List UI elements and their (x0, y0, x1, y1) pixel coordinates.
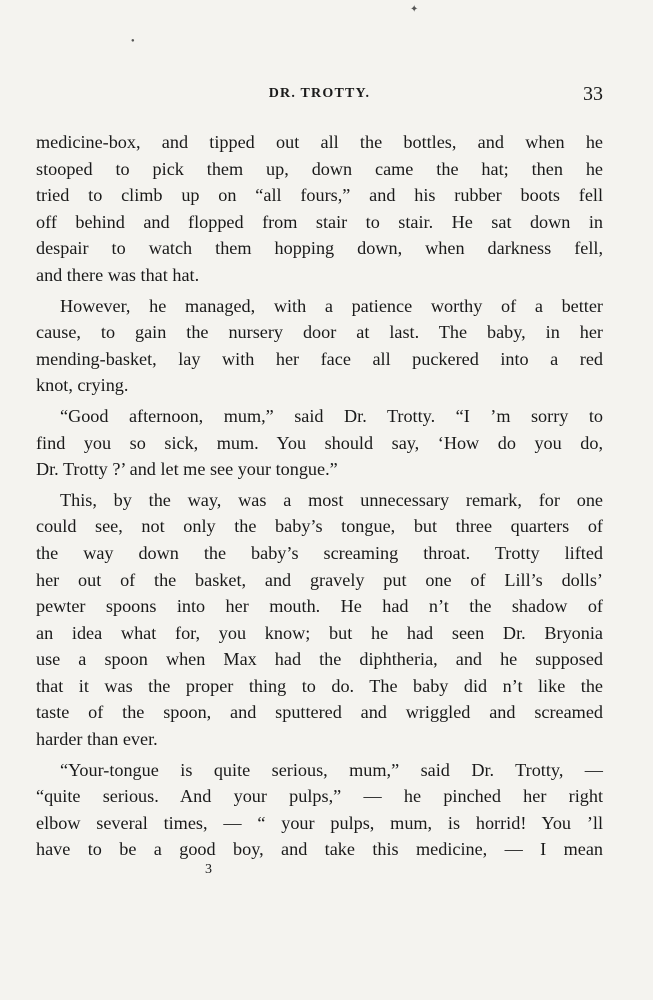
text-line: This, by the way, was a most unnecessary remark, for one (60, 489, 603, 510)
text-line: stooped to pick them up, down came the hat; then he (36, 158, 603, 179)
text-line: and there was that hat. (36, 264, 200, 285)
text-line: knot, crying. (36, 375, 129, 396)
text-line: medicine-box, and tipped out all the bottles, and when he (36, 132, 603, 152)
text-line: “Your-tongue is quite serious, mum,” said Dr. Trotty, — (60, 759, 603, 780)
text-line: could see, not only the baby’s tongue, but three quarters of (36, 516, 603, 537)
text-line: elbow several times, — “ your pulps, mum, is horrid! You ’ll (36, 812, 603, 833)
text-line: find you so sick, mum. You should say, ‘How do you do, (36, 432, 603, 453)
ink-speck: ● (131, 38, 135, 44)
text-line: the way down the baby’s screaming throat. Trotty lifted (36, 542, 603, 563)
page-header (36, 83, 603, 114)
text-line: “Good afternoon, mum,” said Dr. Trotty. “I ’m sorry to (60, 405, 603, 426)
text-line: tried to climb up on “all fours,” and his rubber boots fell (36, 185, 603, 206)
running-head: DR. TROTTY. (268, 86, 371, 101)
text-line: an idea what for, you know; but he had seen Dr. Bryonia (36, 622, 603, 643)
text-line: use a spoon when Max had the diphtheria, and he supposed (36, 649, 603, 670)
text-line: that it was the proper thing to do. The baby did n’t like the (36, 675, 603, 696)
text-line: “quite serious. And your pulps,” — he pinched her right (36, 786, 603, 807)
text-line: Dr. Trotty ?’ and let me see your tongue.” (36, 459, 338, 480)
page-number: 33 (583, 83, 603, 105)
text-line: mending-basket, lay with her face all puckered into a red (36, 348, 603, 369)
text-line: despair to watch them hopping down, when darkness fell, (36, 238, 603, 259)
text-line: have to be a good boy, and take this medicine, — I mean (36, 839, 603, 860)
body-text (36, 129, 603, 863)
signature-mark: 3 (205, 862, 212, 877)
text-line: pewter spoons into her mouth. He had n’t the shadow of (36, 596, 603, 617)
text-line: However, he managed, with a patience worthy of a better (60, 295, 603, 316)
ink-speck: ✦ (410, 4, 419, 15)
text-line: harder than ever. (36, 729, 158, 750)
text-line: cause, to gain the nursery door at last. The baby, in her (36, 322, 603, 343)
text-line: taste of the spoon, and sputtered and wriggled and screamed (36, 702, 603, 723)
text-line: her out of the basket, and gravely put one of Lill’s dolls’ (36, 569, 603, 590)
text-line: off behind and flopped from stair to stair. He sat down in (36, 211, 603, 232)
